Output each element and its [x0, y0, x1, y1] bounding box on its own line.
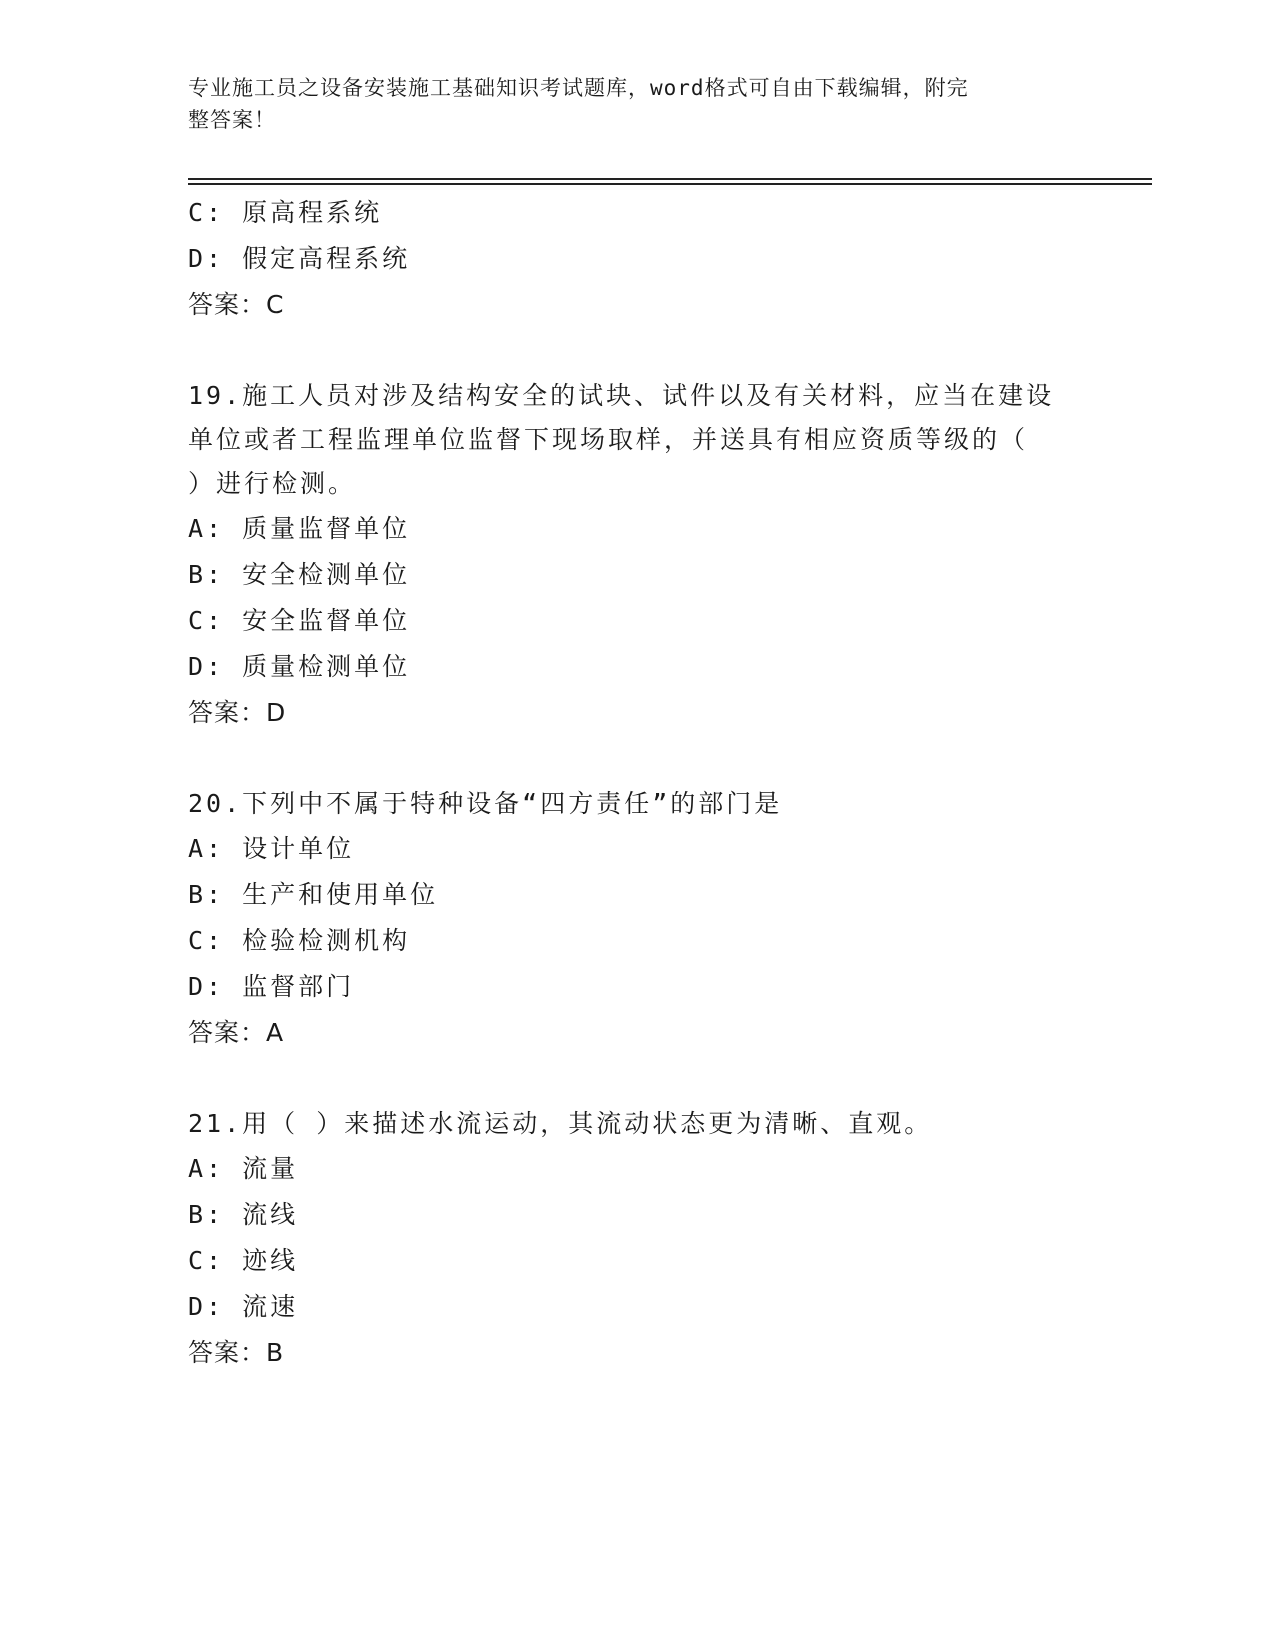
document-header [188, 72, 1068, 136]
option-line: D: 监督部门 [188, 972, 355, 1001]
option-line: C: 原高程系统 [188, 198, 383, 227]
answer-line: 答案：C [188, 290, 285, 319]
answer-line: 答案：D [188, 698, 287, 727]
option-line: A: 流量 [188, 1154, 299, 1183]
option-line: C: 安全监督单位 [188, 606, 411, 635]
question-stem-line: 21.用（ ）来描述水流运动，其流动状态更为清晰、直观。 [188, 1109, 933, 1138]
question-19 [188, 374, 1088, 736]
question-stem-line: ）进行检测。 [188, 469, 357, 498]
option-line: D: 流速 [188, 1292, 299, 1321]
option-line: D: 质量检测单位 [188, 652, 411, 681]
option-line: B: 流线 [188, 1200, 299, 1229]
answer-line: 答案：B [188, 1338, 285, 1367]
option-line: A: 质量监督单位 [188, 514, 411, 543]
option-line: D: 假定高程系统 [188, 244, 411, 273]
question-stem-line: 单位或者工程监理单位监督下现场取样，并送具有相应资质等级的（ [188, 425, 1029, 454]
question-stem-line: 20.下列中不属于特种设备“四方责任”的部门是 [188, 789, 783, 818]
header-divider-top [188, 178, 1152, 180]
question-21 [188, 1102, 1088, 1376]
option-line: A: 设计单位 [188, 834, 355, 863]
header-line-1: 专业施工员之设备安装施工基础知识考试题库，word格式可自由下载编辑，附完 [188, 76, 969, 100]
option-line: C: 检验检测机构 [188, 926, 411, 955]
question-20 [188, 782, 1088, 1056]
option-line: B: 安全检测单位 [188, 560, 411, 589]
header-divider-bottom [188, 183, 1152, 185]
option-line: B: 生产和使用单位 [188, 880, 439, 909]
header-line-2: 整答案！ [188, 108, 276, 132]
answer-line: 答案：A [188, 1018, 285, 1047]
question-list [188, 190, 1088, 1376]
option-line: C: 迹线 [188, 1246, 299, 1275]
question-stem-line: 19.施工人员对涉及结构安全的试块、试件以及有关材料，应当在建设 [188, 381, 1055, 410]
